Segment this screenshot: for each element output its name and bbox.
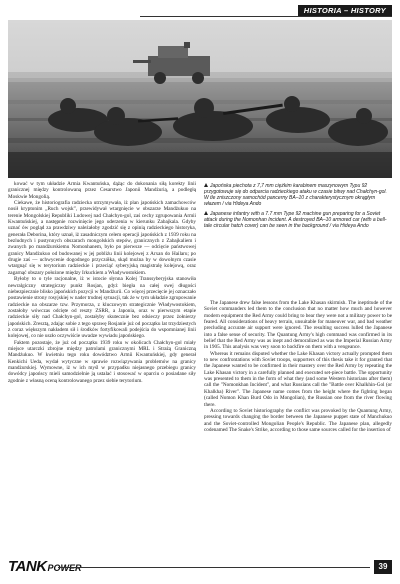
page-footer <box>0 554 400 584</box>
footer-rule <box>58 567 370 568</box>
historical-photo <box>8 20 392 178</box>
caption-polish: Japońska piechota z 7,7 mm ciężkim karabinem maszynowym Typu 92 przygotowuje się do odparcia radzieckiego ataku w czasie bitwy nad Chałchyn-gol. W tle zniszczony samochód pancerny BA–10 z charakterystycznym okrągłym włazem / via Hideya Ando <box>204 183 387 207</box>
paragraph: Whereas it remains disputed whether the Lake Khasan victory actually prompted them to new confrontations with Soviet troops, supporters of this thesis take it for granted that the Japanese wanted to be confirmed in their mastery over the Red Army by repeating the Lake Khasan victory in a carefully planned and executed set-piece battle. The opportunity was presented to them in the form of what they (and some Western historians after them) call the "Nomonkhan Incident", and what Russians call the "Battle over Khalkhin-Gol (or Khalkha) River". The Japanese name comes from the height where the fighting began (called Nomon Khan Burd Odo in Mongolian), the Russian one from the river flowing there. <box>204 350 392 408</box>
english-text-column <box>204 300 392 550</box>
paragraph: kować w tym układzie Armia Kwantuńska, dążąc do dokonania siłą korekty linii granicznej między kontrolowaną przez Cesarstwo Japonii Mandżurią, a podległą Moskwie Mongolią. <box>8 181 196 200</box>
triangle-up-icon <box>204 211 208 215</box>
photo-captions <box>204 183 392 233</box>
polish-text-column <box>8 181 196 546</box>
section-tag: HISTORIA – HISTORY <box>298 5 392 16</box>
photo-illustration <box>8 20 392 178</box>
header-rule <box>140 16 392 17</box>
paragraph: According to Soviet historiography the conflict was provoked by the Quantung Army, pressing towards changing the border between the Japanese puppet state of Manchukuo and the Soviet-controlled Mongolian People's Republic. The Japanese plan, allegedly codenamed The Snake's Strike, according to those same sources called for the insertion of <box>204 407 392 433</box>
triangle-up-icon <box>204 183 208 187</box>
paragraph: The Japanese drew false lessons from the Lake Khasan skirmish. The ineptitude of the Soviet commanders led them to the conclusion that no matter how much and however modern equipment the Red Army could bring to bear they were not a military power to be feared. All considerations of heavy terrain, unsuitable for maneuver war, and bad weather precluding accurate air support were ignored. The resulting success lulled the Japanese into a false sense of security. The Quantung Army's high command was confirmed in its belief that the Red Army was as inept and demoralized as was the Imperial Russian Army in 1905. This analysis was very soon to backfire on them with a vengeance. <box>204 300 392 351</box>
paragraph: Byłoby to o tyle racjonalne, iż w istocie słynna Kolej Transsyberyjska stanowiła newralgiczny strategiczny punkt Rosjan, gdyż biegła na całej swej długości niebezpiecznie blisko japońskich pozycji w Mandżurii. Co więcej przecięcie jej oznaczało postawienie strony rosyjskiej w nader trudnej sytuacji, tak że w tym układzie zgrupowanie radzieckie na obszarze tzw. Przymorza, z kluczowym strategicznie Władywostokiem, zostałoby wówczas odcięte od reszty ZSRR, a Japonia, oraz w pierwszym etapie radzieckie siły nad Chałchyn-gol, zostałyby skutecznie bez odsieczy przez żołnierzy japońskich. Zresztą, zdając sobie z tego sprawę Rosjanie już od początku lat trzydziestych z coraz większym nakładem sił i środków fortyfikowali podejścia do wspomnianej linii kolejowej, co nie uszło oczywiście uwadze wywiadu japońskiego. <box>8 276 196 340</box>
page-number: 39 <box>374 560 392 574</box>
caption-english: Japanese infantry with a 7.7 mm Type 92 machine gun preparing for a Soviet attack during the Nomonhan Incident. A destroyed BA–10 armored car (with a bell-tale circular hatch cover) can be seen in the background / via Hideya Ando <box>204 211 387 229</box>
paragraph: Ciekawe, że historiografia radziecka utrzymywała, iż plan japońskich zamachowców nosił kryptonim „Ruch wojsk”, przewidywał wtargnięcie w obszarze Mandżukuo na terenie Mongolskiej Republiki Ludowej nad Chałchyn-gol, zaś cechy zgrupowania Armii Kwantuńskiej, a następnie rozwinięcie jego uderzenia w kierunku Zabajkala. Gdyby uznać ów pogląd za prawdziwy należałoby zgodzić się z opinią radzieckiego historyka, generała Deborina, który uznał, iż zasadniczym celem operacji japońskich z 1939 roku na bezludnych i pustynnych obszarach mongolskich stepów, granicznych z Zabajkaliem i zwanych po mandżurskiemu Nomonhanem, było po pierwsze — odcięcie państwowej granicy Mandżukuo od budowanej w jej pobliżu linii kolejowej z Arxan do Hailaru; po drugie zaś — uchwycenie dogodnego przyczółka, skąd można by w dowolnym czasie wtargnąć się w terytorium radzieckie i przeciąć syberyjską magistralę kolejową, oraz zagarnąć obszary położone między Irkuckiem a Władywostokiem. <box>8 200 196 276</box>
magazine-logo: TANK POWER <box>8 558 82 575</box>
paragraph: Faktem pozostaje, że już od początku 1939 roku w okolicach Chałchyn-gol miały miejsce utarczki zbrojne między patrolami granicznymi MRL i Strażą Graniczną Mandżukuo. W kwietniu tego roku dowództwo Armii Kwantuńskiej, gdy generał Kenkichi Ueda, wydał wytyczne w sprawie rozwiązywania problemów na granicy mandżurskiej. Wymowne, iż w ich myśl w przypadku niejasnego przebiegu granicy dowódcy japońscy mieli samodzielnie ją ustalać i stosować w oparciu o posiadane siły zgodnie z własną oceną kontrolowanego przez siebie terytorium. <box>8 339 196 384</box>
